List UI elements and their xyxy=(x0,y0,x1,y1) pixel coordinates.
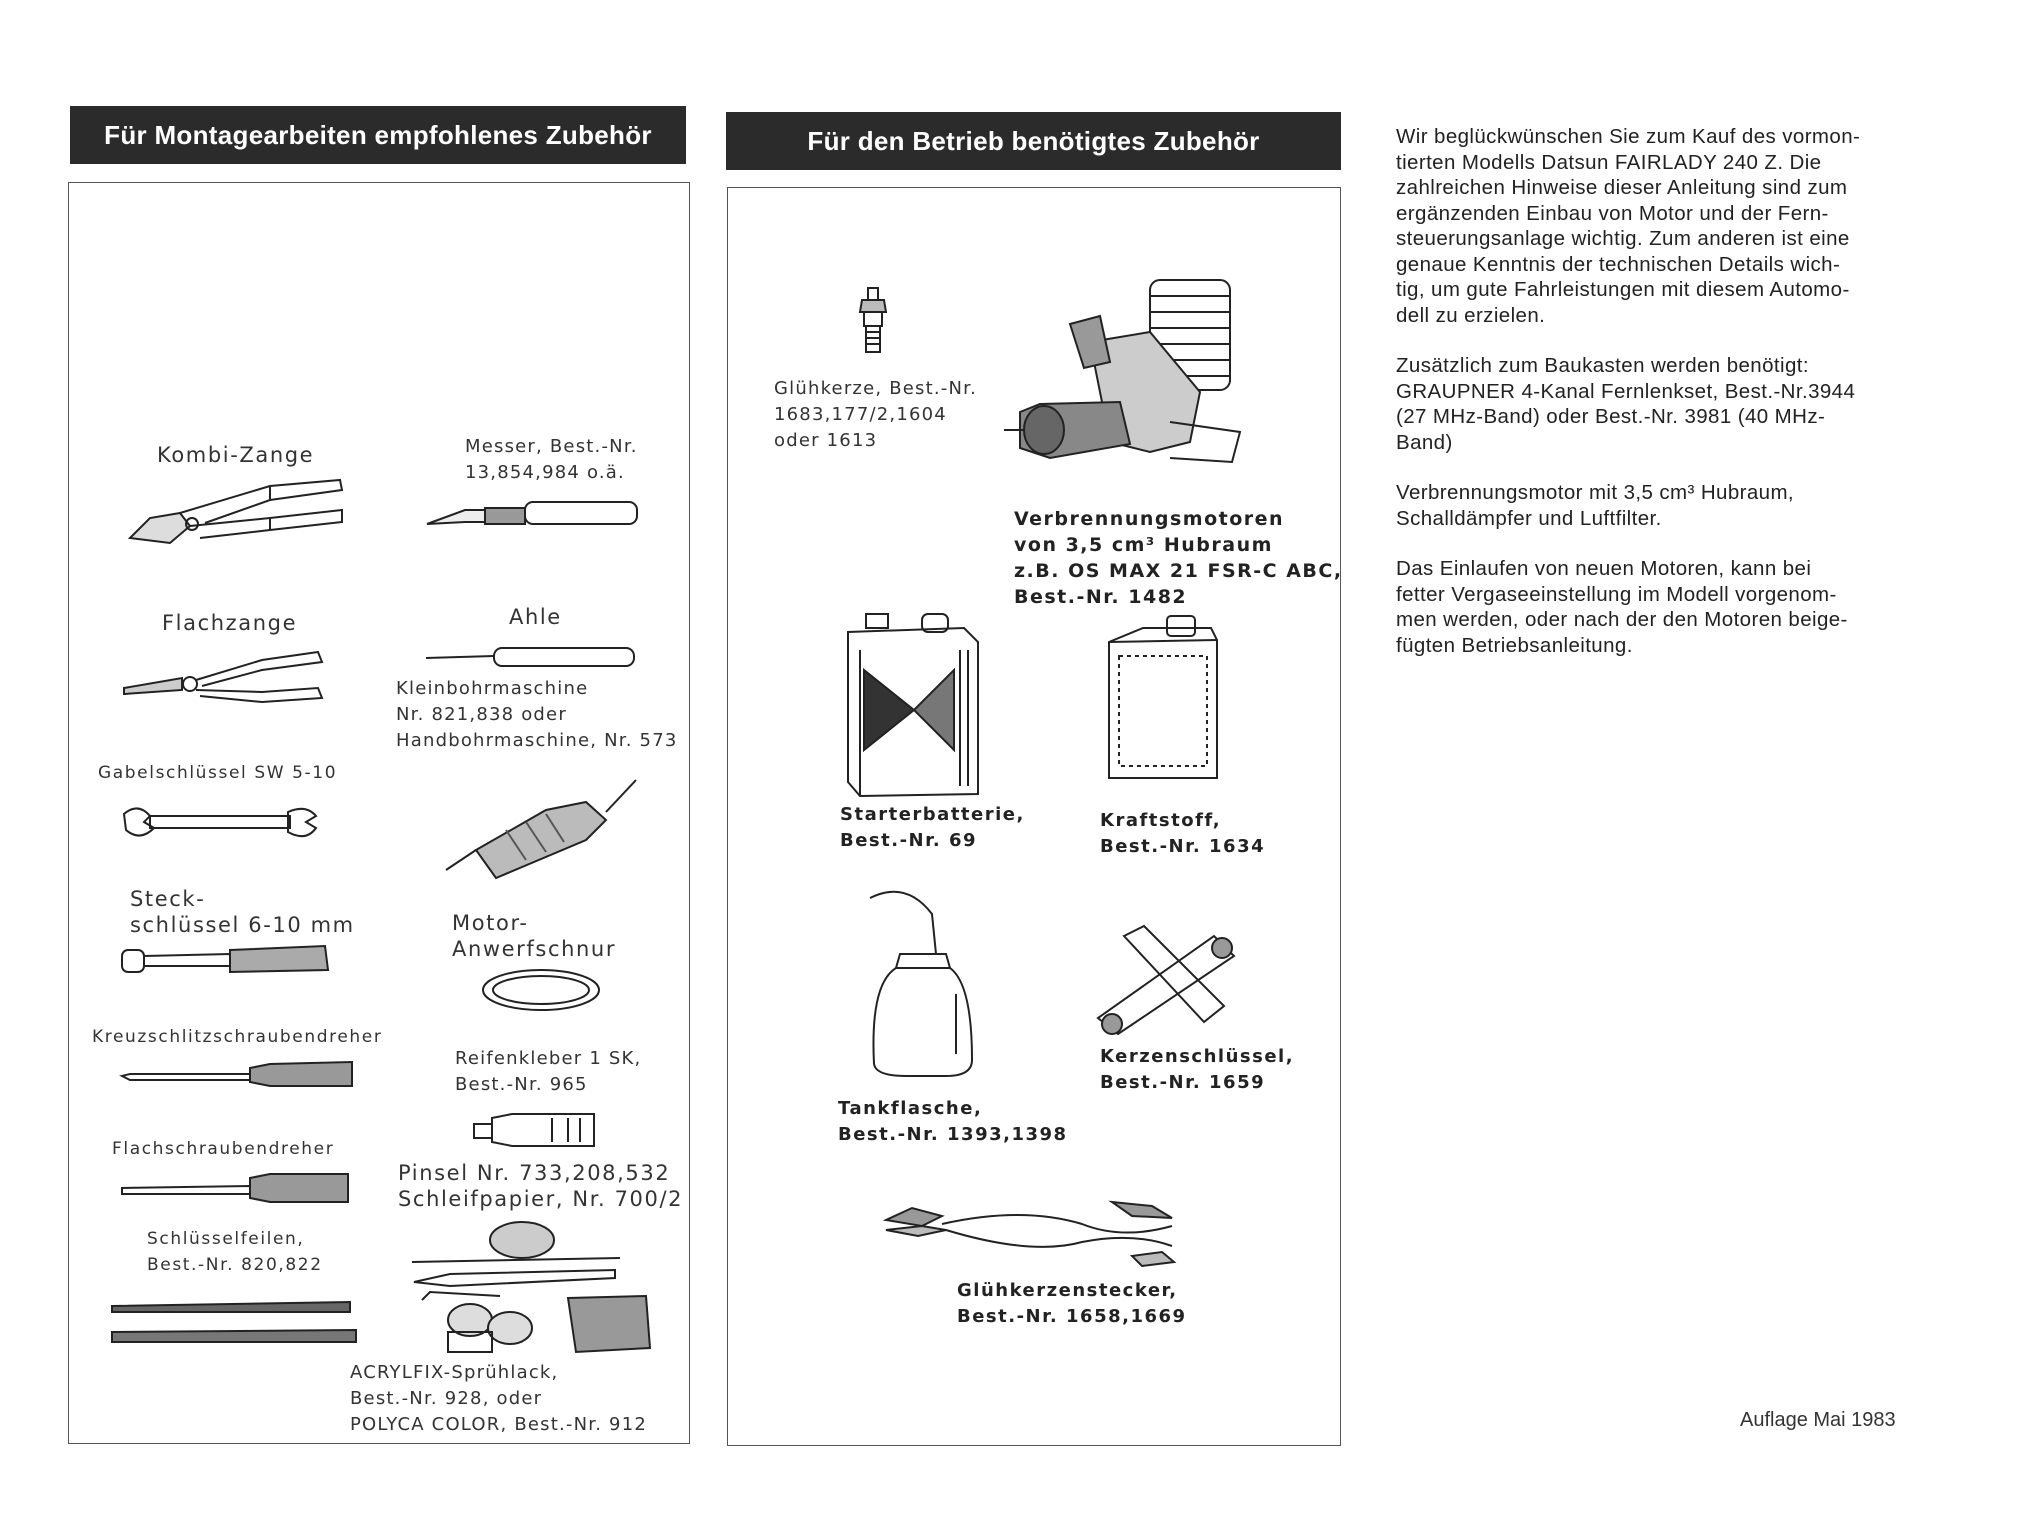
label-schluesselfeilen: Schlüsselfeilen, Best.-Nr. 820,822 xyxy=(147,1229,323,1275)
left-panel-title: Für Montagearbeiten empfohlenes Zubehör xyxy=(70,106,686,164)
messer-icon xyxy=(425,496,641,530)
starterbatterie-icon xyxy=(844,610,982,798)
label-kleinbohrmaschine: Kleinbohrmaschine Nr. 821,838 oder Handbohrmaschine, Nr. 573 xyxy=(396,678,678,751)
flachschraubendreher-icon xyxy=(120,1170,352,1206)
tankflasche-icon xyxy=(866,884,980,1080)
label-flachschraubendreher: Flachschraubendreher xyxy=(112,1139,335,1159)
intro-paragraph-4: Das Einlaufen von neuen Motoren, kann bei fetter Vergaseeinstellung im Modell vorgenom- men werden, oder nach der den Motoren beige- fügten Betriebsanleitung. xyxy=(1396,557,1848,657)
gluehkerzenstecker-icon xyxy=(882,1196,1176,1270)
kreuzschlitz-icon xyxy=(120,1058,356,1090)
right-panel-title: Für den Betrieb benötigtes Zubehör xyxy=(726,112,1341,170)
label-kraftstoff: Kraftstoff, Best.-Nr. 1634 xyxy=(1100,810,1266,857)
bohrmaschine-icon xyxy=(436,770,646,890)
schluesselfeilen-icon xyxy=(110,1290,360,1350)
intro-paragraph-2: Zusätzlich zum Baukasten werden benötigt: GRAUPNER 4-Kanal Fernlenkset, Best.-Nr.3944 (27 MHz-Band) oder Best.-Nr. 3981 (40 MHz- Band) xyxy=(1396,354,1856,454)
label-starterbatterie: Starterbatterie, Best.-Nr. 69 xyxy=(840,804,1025,851)
label-pinsel: Pinsel Nr. 733,208,532 Schleifpapier, Nr. 700/2 xyxy=(398,1161,684,1211)
label-kreuzschlitz: Kreuzschlitzschraubendreher xyxy=(92,1027,383,1047)
steckschluessel-icon xyxy=(120,942,332,978)
label-flachzange: Flachzange xyxy=(162,611,298,635)
intro-paragraph-1: Wir beglückwünschen Sie zum Kauf des vormon- tierten Modells Datsun FAIRLADY 240 Z. Die zahlreichen Hinweise dieser Anleitung sind zum ergänzenden Einbau von Motor und der Fern- steuerungsanlage wichtig. Zum anderen ist eine genaue Kenntnis der technischen Details wich- tig, um gute Fahrleistungen mit diesem Automo- dell zu erzielen. xyxy=(1396,125,1861,327)
kraftstoff-icon xyxy=(1103,612,1223,782)
anwerfschnur-icon xyxy=(478,966,604,1014)
edition-footer: Auflage Mai 1983 xyxy=(1740,1409,1896,1431)
label-gluehkerzenstecker: Glühkerzenstecker, Best.-Nr. 1658,1669 xyxy=(957,1280,1187,1327)
kerzenschluessel-icon xyxy=(1094,926,1244,1036)
label-messer: Messer, Best.-Nr. 13,854,984 o.ä. xyxy=(465,436,638,483)
label-gluehkerze: Glühkerze, Best.-Nr. 1683,177/2,1604 oder 1613 xyxy=(774,378,977,451)
label-tankflasche: Tankflasche, Best.-Nr. 1393,1398 xyxy=(838,1098,1068,1145)
label-gabelschluessel: Gabelschlüssel SW 5-10 xyxy=(98,763,338,783)
verbrennungsmotor-icon xyxy=(1000,272,1248,496)
ahle-icon xyxy=(424,642,639,668)
reifenkleber-icon xyxy=(472,1110,598,1150)
gabelschluessel-icon xyxy=(120,800,318,844)
label-acrylfix: ACRYLFIX-Sprühlack, Best.-Nr. 928, oder POLYCA COLOR, Best.-Nr. 912 xyxy=(350,1362,648,1435)
label-verbrennungsmotoren: Verbrennungsmotoren von 3,5 cm³ Hubraum z.B. OS MAX 21 FSR-C ABC, Best.-Nr. 1482 xyxy=(1014,508,1343,608)
label-ahle: Ahle xyxy=(509,605,562,629)
label-reifenkleber: Reifenkleber 1 SK, Best.-Nr. 965 xyxy=(455,1048,642,1095)
pinsel-schleifpapier-icon xyxy=(410,1220,660,1360)
intro-paragraph-3: Verbrennungsmotor mit 3,5 cm³ Hubraum, Schalldämpfer und Luftfilter. xyxy=(1396,481,1795,530)
kombi-zange-icon xyxy=(120,478,345,558)
label-kerzenschluessel: Kerzenschlüssel, Best.-Nr. 1659 xyxy=(1100,1046,1295,1093)
gluehkerze-icon xyxy=(856,286,890,358)
label-steckschluessel: Steck- schlüssel 6-10 mm xyxy=(130,887,355,937)
label-kombi-zange: Kombi-Zange xyxy=(157,443,315,467)
intro-text xyxy=(1396,124,1956,683)
flachzange-icon xyxy=(122,648,324,704)
label-anwerfschnur: Motor- Anwerfschnur xyxy=(452,911,617,961)
